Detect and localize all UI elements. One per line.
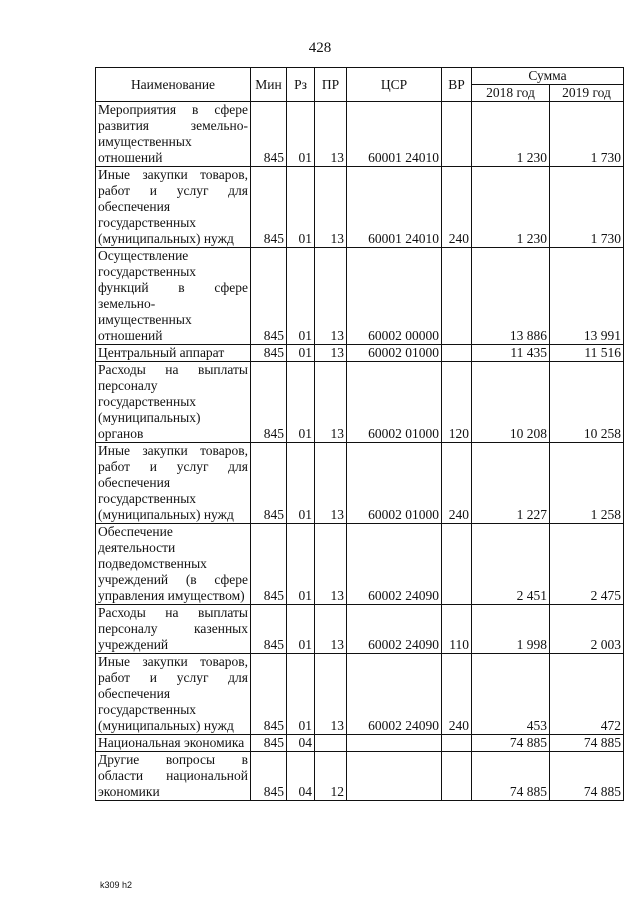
header-name: Наименование	[96, 68, 251, 102]
row-sum-2019: 1 730	[550, 167, 624, 248]
row-sum-2018: 453	[472, 654, 550, 735]
row-pr: 13	[315, 443, 347, 524]
row-min: 845	[251, 605, 287, 654]
row-vr	[442, 248, 472, 345]
row-pr: 13	[315, 524, 347, 605]
row-name: Другие вопросы в области национальной экономики	[96, 752, 251, 801]
row-vr	[442, 102, 472, 167]
row-sum-2018: 10 208	[472, 362, 550, 443]
row-sum-2018: 1 227	[472, 443, 550, 524]
row-min: 845	[251, 362, 287, 443]
row-csr: 60002 24090	[347, 524, 442, 605]
table-row	[96, 654, 624, 735]
row-sum-2019: 2 475	[550, 524, 624, 605]
row-pr: 13	[315, 654, 347, 735]
table-row	[96, 735, 624, 752]
row-pr: 13	[315, 345, 347, 362]
table-row	[96, 167, 624, 248]
row-csr: 60002 24090	[347, 654, 442, 735]
row-csr: 60002 00000	[347, 248, 442, 345]
row-pr: 13	[315, 362, 347, 443]
row-name: Иные закупки товаров, работ и услуг для обеспечения государственных (муниципальных) нужд	[96, 443, 251, 524]
row-name: Расходы на выплаты персоналу казенных учреждений	[96, 605, 251, 654]
row-rz: 01	[287, 362, 315, 443]
row-sum-2018: 13 886	[472, 248, 550, 345]
row-min: 845	[251, 167, 287, 248]
table-row	[96, 752, 624, 801]
row-rz: 01	[287, 443, 315, 524]
row-sum-2018: 74 885	[472, 752, 550, 801]
row-csr: 60002 24090	[347, 605, 442, 654]
row-min: 845	[251, 735, 287, 752]
table-row	[96, 345, 624, 362]
row-sum-2018: 1 230	[472, 167, 550, 248]
row-sum-2019: 13 991	[550, 248, 624, 345]
row-pr	[315, 735, 347, 752]
row-name: Осуществление государственных функций в сфере земельно-имущественных отношений	[96, 248, 251, 345]
row-sum-2018: 1 230	[472, 102, 550, 167]
row-name: Национальная экономика	[96, 735, 251, 752]
row-name: Иные закупки товаров, работ и услуг для обеспечения государственных (муниципальных) нужд	[96, 654, 251, 735]
row-rz: 01	[287, 345, 315, 362]
row-csr: 60001 24010	[347, 167, 442, 248]
row-name: Мероприятия в сфере развития земельно-имущественных отношений	[96, 102, 251, 167]
table-row	[96, 248, 624, 345]
row-vr: 240	[442, 167, 472, 248]
row-min: 845	[251, 345, 287, 362]
row-sum-2018: 74 885	[472, 735, 550, 752]
row-rz: 04	[287, 752, 315, 801]
row-vr: 120	[442, 362, 472, 443]
row-pr: 13	[315, 248, 347, 345]
row-rz: 01	[287, 605, 315, 654]
footer-code: k309 h2	[100, 880, 133, 890]
row-pr: 13	[315, 102, 347, 167]
row-vr	[442, 524, 472, 605]
row-rz: 01	[287, 102, 315, 167]
row-rz: 01	[287, 654, 315, 735]
row-sum-2019: 2 003	[550, 605, 624, 654]
table-row	[96, 524, 624, 605]
row-min: 845	[251, 248, 287, 345]
row-min: 845	[251, 443, 287, 524]
row-csr: 60002 01000	[347, 443, 442, 524]
header-min: Мин	[251, 68, 287, 102]
row-rz: 01	[287, 167, 315, 248]
row-rz: 01	[287, 248, 315, 345]
row-csr	[347, 735, 442, 752]
row-sum-2019: 472	[550, 654, 624, 735]
row-csr: 60002 01000	[347, 362, 442, 443]
row-csr: 60002 01000	[347, 345, 442, 362]
table-row	[96, 102, 624, 167]
header-csr: ЦСР	[347, 68, 442, 102]
row-sum-2019: 74 885	[550, 752, 624, 801]
table-row	[96, 362, 624, 443]
header-year-2019: 2019 год	[550, 85, 624, 102]
row-vr: 240	[442, 654, 472, 735]
row-sum-2018: 2 451	[472, 524, 550, 605]
row-csr	[347, 752, 442, 801]
budget-table	[95, 67, 624, 801]
row-pr: 12	[315, 752, 347, 801]
row-min: 845	[251, 752, 287, 801]
row-min: 845	[251, 524, 287, 605]
row-vr: 110	[442, 605, 472, 654]
row-min: 845	[251, 102, 287, 167]
row-sum-2019: 11 516	[550, 345, 624, 362]
row-rz: 01	[287, 524, 315, 605]
row-pr: 13	[315, 167, 347, 248]
row-pr: 13	[315, 605, 347, 654]
header-rz: Рз	[287, 68, 315, 102]
row-vr	[442, 735, 472, 752]
header-sum: Сумма	[472, 68, 624, 85]
row-sum-2018: 11 435	[472, 345, 550, 362]
row-rz: 04	[287, 735, 315, 752]
header-vr: ВР	[442, 68, 472, 102]
table-row	[96, 605, 624, 654]
row-sum-2019: 74 885	[550, 735, 624, 752]
row-vr: 240	[442, 443, 472, 524]
row-sum-2019: 10 258	[550, 362, 624, 443]
header-year-2018: 2018 год	[472, 85, 550, 102]
row-vr	[442, 752, 472, 801]
table-row	[96, 443, 624, 524]
row-sum-2019: 1 730	[550, 102, 624, 167]
row-sum-2019: 1 258	[550, 443, 624, 524]
row-sum-2018: 1 998	[472, 605, 550, 654]
row-vr	[442, 345, 472, 362]
header-pr: ПР	[315, 68, 347, 102]
page-number: 428	[308, 40, 332, 56]
row-name: Расходы на выплаты персоналу государственных (муниципальных) органов	[96, 362, 251, 443]
row-csr: 60001 24010	[347, 102, 442, 167]
row-min: 845	[251, 654, 287, 735]
row-name: Обеспечение деятельности подведомственных учреждений (в сфере управления имуществом)	[96, 524, 251, 605]
row-name: Иные закупки товаров, работ и услуг для обеспечения государственных (муниципальных) нужд	[96, 167, 251, 248]
row-name: Центральный аппарат	[96, 345, 251, 362]
